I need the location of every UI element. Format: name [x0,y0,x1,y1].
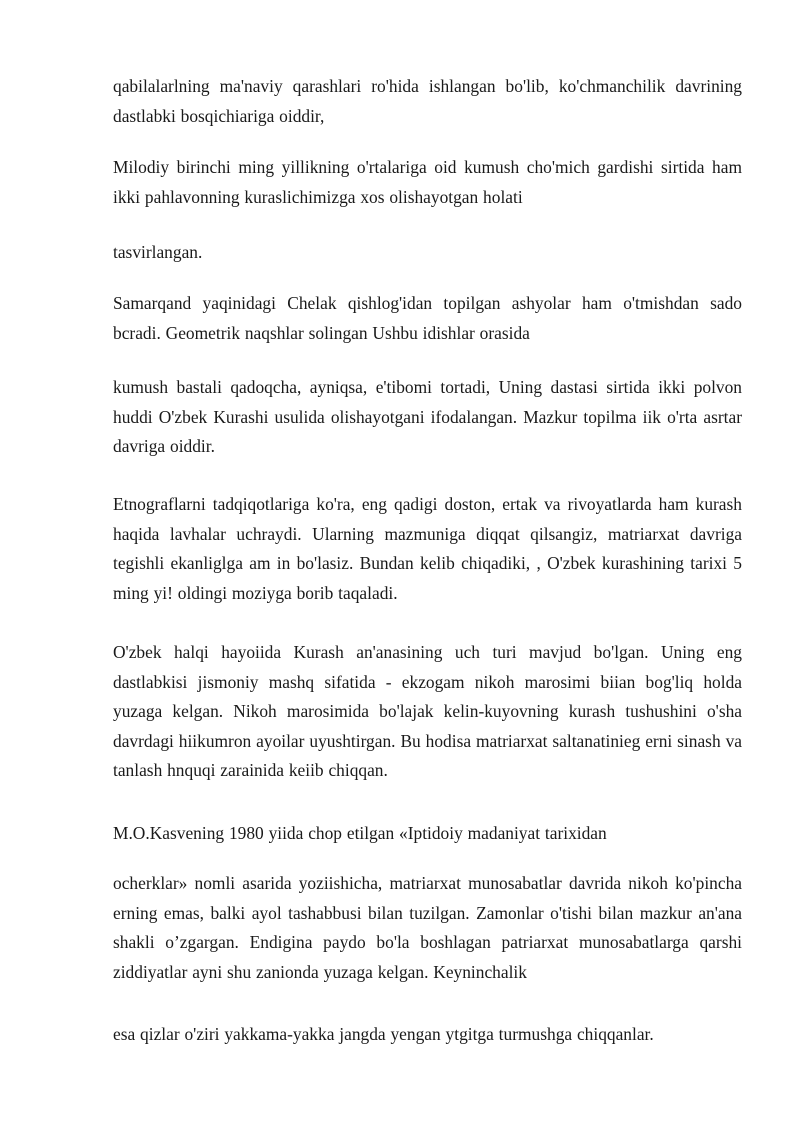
paragraph-9: ocherklar» nomli asarida yoziishicha, matriarxat munosabatlar davrida nikoh ko'pincha erning emas, balki ayol tashabbusi bilan tuzilgan. Zamonlar o'tishi bilan mazkur an'ana shakli o’zgargan. Endigina paydo bo'la boshlagan patriarxat munosabatlarga qarshi ziddiyatlar ayni shu zanionda yuzaga kelgan. Keyninchalik [113,873,742,982]
paragraph-1: qabilalarlning ma'naviy qarashlari ro'hida ishlangan bo'lib, ko'chmanchilik davrining dastlabki bosqichiariga oiddir, [113,76,742,126]
paragraph-4: Samarqand yaqinidagi Chelak qishlog'idan topilgan ashyolar ham o'tmishdan sado bcradi. Geometrik naqshlar solingan Ushbu idishlar orasida [113,293,742,343]
paragraph-5: kumush bastali qadoqcha, ayniqsa, e'tibomi tortadi, Uning dastasi sirtida ikki polvon huddi O'zbek Kurashi usulida olishayotgani ifodalangan. Mazkur topilma iik o'rta asrtar davriga oiddir. [113,377,742,456]
paragraph-2: Milodiy birinchi ming yillikning o'rtalariga oid kumush cho'mich gardishi sirtida ham ikki pahlavonning kuraslichimizga xos olishayotgan holati [113,157,742,207]
paragraph-8: M.O.Kasvening 1980 yiida chop etilgan «Iptidoiy madaniyat tarixidan [113,823,607,843]
paragraph-10: esa qizlar o'ziri yakkama-yakka jangda yengan ytgitga turmushga chiqqanlar. [113,1024,654,1044]
paragraph-7: O'zbek halqi hayoiida Kurash an'anasining uch turi mavjud bo'lgan. Uning eng dastlabkisi jismoniy mashq sifatida - ekzogam nikoh marosimi biian bog'liq holda yuzaga kelgan. Nikoh marosimida bo'lajak kelin-kuyovning kurash tushushini o'sha davrdagi hiikumron ayoilar uyushtirgan. Bu hodisa matriarxat saltanatinieg erni sinash va tanlash hnquqi zarainida keiib chiqqan. [113,642,742,780]
paragraph-3: tasvirlangan. [113,242,203,262]
paragraph-6: Etnograflarni tadqiqotlariga ko'ra, eng qadigi doston, ertak va rivoyatlarda ham kurash haqida lavhalar uchraydi. Ularning mazmuniga diqqat qilsangiz, matriarxat davriga tegishli ekanliglga am in bo'lasiz. Bundan kelib chiqadiki, , O'zbek kurashining tarixi 5 ming yi! oldingi moziyga borib taqaladi. [113,494,742,603]
